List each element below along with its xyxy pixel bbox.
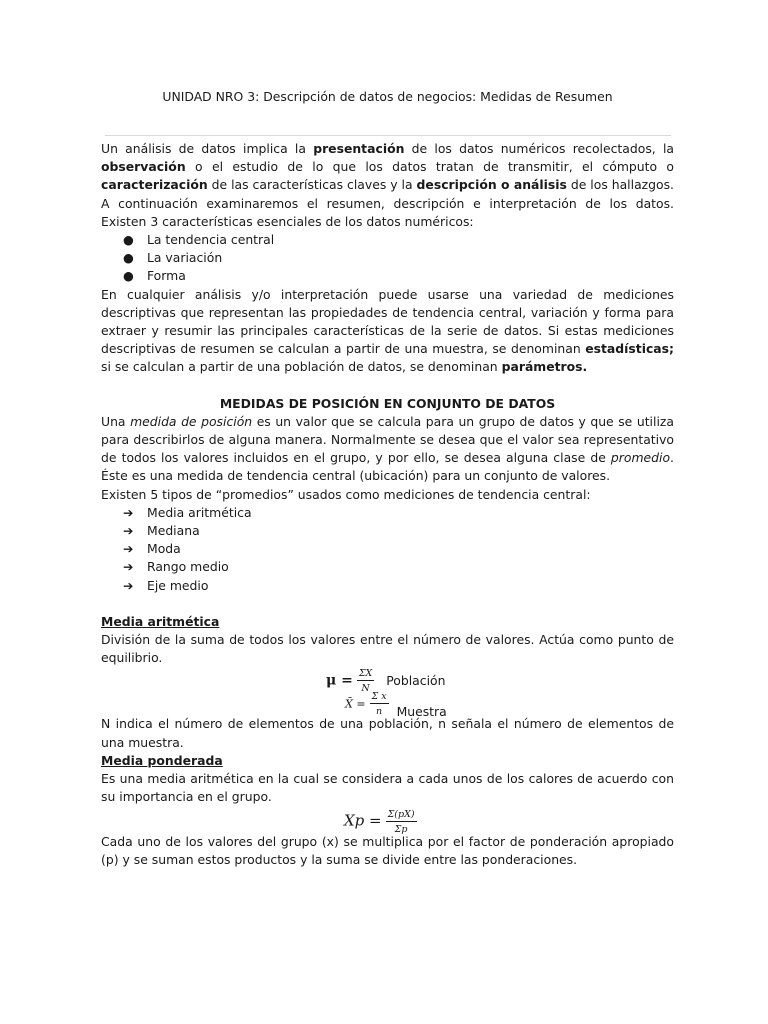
list-item-text: Moda bbox=[147, 541, 181, 557]
intro-bold-presentacion: presentación bbox=[313, 141, 405, 156]
list-item-text: La variación bbox=[147, 250, 223, 266]
bullet-marker: ● bbox=[123, 232, 134, 248]
types-intro: Existen 5 tipos de “promedios” usados como mediciones de tendencia central: bbox=[101, 486, 591, 502]
position-italic-1: medida de posición bbox=[130, 413, 253, 429]
media-aritmetica-description: División de la suma de todos los valores entre el número de valores. Actúa como punto de equilibrio. bbox=[101, 632, 674, 666]
list-item-text: Media aritmética bbox=[147, 504, 252, 520]
arrow-icon: ➔ bbox=[123, 577, 134, 593]
formula-denominator: Σp bbox=[394, 823, 408, 835]
analysis-bold-estadisticas: estadísticas; bbox=[585, 341, 674, 357]
media-ponderada-note: Cada uno de los valores del grupo (x) se multiplica por el factor de ponderación apropiado (p) y se suman estos productos y la suma se divide entre las ponderaciones. bbox=[101, 833, 674, 867]
characteristics-list bbox=[101, 231, 674, 286]
formula-label: Muestra bbox=[396, 703, 447, 719]
arrow-icon: ➔ bbox=[123, 523, 134, 539]
document-header: UNIDAD NRO 3: Descripción de datos de negocios: Medidas de Resumen bbox=[162, 89, 613, 104]
formula-label: Población bbox=[386, 672, 446, 688]
arrow-icon: ➔ bbox=[123, 559, 134, 575]
analysis-paragraph bbox=[101, 286, 674, 377]
analysis-text-1: En cualquier análisis y/o interpretación puede usarse una variedad de mediciones descriptivas que representan las propiedades de tendencia central, variación y forma para extraer y resumir las principales características de la serie de datos. Si estas mediciones descriptivas de resumen se calculan a partir de una muestra, se denominan bbox=[101, 286, 674, 357]
list-item-text: Eje medio bbox=[147, 577, 209, 593]
formula-numerator: ΣX bbox=[358, 668, 373, 680]
list-item-text: Mediana bbox=[147, 523, 200, 539]
intro-text-2: de los datos numéricos recolectados, la bbox=[404, 141, 674, 156]
intro-text-3: o el estudio de lo que los datos tratan de transmitir, el cómputo o bbox=[185, 159, 674, 175]
list-item bbox=[101, 231, 674, 249]
list-item bbox=[101, 540, 674, 558]
formula-weighted bbox=[101, 807, 674, 833]
header-divider bbox=[105, 135, 671, 136]
analysis-text-2: si se calculan a partir de una población de datos, se denominan bbox=[101, 359, 502, 375]
position-italic-2: promedio bbox=[610, 450, 671, 466]
section-title: MEDIDAS DE POSICIÓN EN CONJUNTO DE DATOS bbox=[219, 395, 556, 411]
formula-fraction bbox=[370, 691, 389, 717]
list-item bbox=[101, 249, 674, 267]
intro-text-4: de las características claves y la bbox=[207, 177, 417, 193]
formula-sample bbox=[101, 689, 674, 719]
formula-denominator: n bbox=[375, 706, 383, 718]
list-item-text: Rango medio bbox=[147, 559, 229, 575]
formula-denominator: N bbox=[361, 683, 370, 695]
analysis-bold-parametros: parámetros. bbox=[501, 359, 588, 375]
list-item-text: La tendencia central bbox=[147, 232, 275, 248]
list-item bbox=[101, 577, 674, 595]
arrow-icon: ➔ bbox=[123, 541, 134, 557]
formula-numerator: Σ(pX) bbox=[387, 808, 415, 820]
media-ponderada-description: Es una media aritmética en la cual se considera a cada unos de los calores de acuerdo con su importancia en el grupo. bbox=[101, 771, 674, 805]
list-item bbox=[101, 522, 674, 540]
bullet-marker: ● bbox=[123, 250, 134, 266]
formula-lhs: μ = bbox=[326, 672, 353, 689]
list-item bbox=[101, 267, 674, 285]
types-list bbox=[101, 504, 674, 595]
formula-lhs: Xp = bbox=[344, 811, 382, 829]
list-item bbox=[101, 504, 674, 522]
position-paragraph bbox=[101, 413, 674, 486]
list-item-text: Forma bbox=[147, 268, 186, 284]
formula-numerator: Σ x bbox=[371, 691, 387, 703]
media-aritmetica-heading: Media aritmética bbox=[101, 613, 220, 629]
intro-bold-observacion: observación bbox=[101, 159, 186, 175]
media-aritmetica-note: N indica el número de elementos de una población, n señala el número de elementos de una muestra. bbox=[101, 716, 674, 750]
document-body bbox=[101, 140, 674, 869]
intro-paragraph bbox=[101, 140, 674, 231]
intro-text-5: de los hallazgos. A continuación examinaremos el resumen, descripción e interpretación de los datos. Existen 3 características esenciales de los datos numéricos: bbox=[101, 177, 675, 229]
list-item bbox=[101, 558, 674, 576]
position-text-1: Una bbox=[101, 413, 131, 429]
bullet-marker: ● bbox=[123, 268, 134, 284]
spacer bbox=[101, 595, 674, 613]
formula-fraction bbox=[386, 809, 417, 835]
formula-lhs: X̄ = bbox=[345, 697, 366, 711]
arrow-icon: ➔ bbox=[123, 504, 134, 520]
intro-bold-descripcion: descripción o análisis bbox=[416, 177, 567, 193]
media-ponderada-heading: Media ponderada bbox=[101, 752, 223, 768]
intro-bold-caracterizacion: caracterización bbox=[101, 177, 208, 193]
intro-text-1: Un análisis de datos implica la bbox=[101, 141, 314, 156]
formula-population bbox=[101, 667, 674, 695]
position-text-2: es un valor que se calcula para un grupo de datos y que se utiliza para describirlos de alguna manera. Normalmente se desea que el valor sea representativo de todos los valores incluidos en el grupo, y por ello, se desea alguna clase de bbox=[101, 413, 674, 466]
position-text-3: . Éste es una medida de tendencia central (ubicación) para un conjunto de valores. bbox=[101, 450, 674, 484]
